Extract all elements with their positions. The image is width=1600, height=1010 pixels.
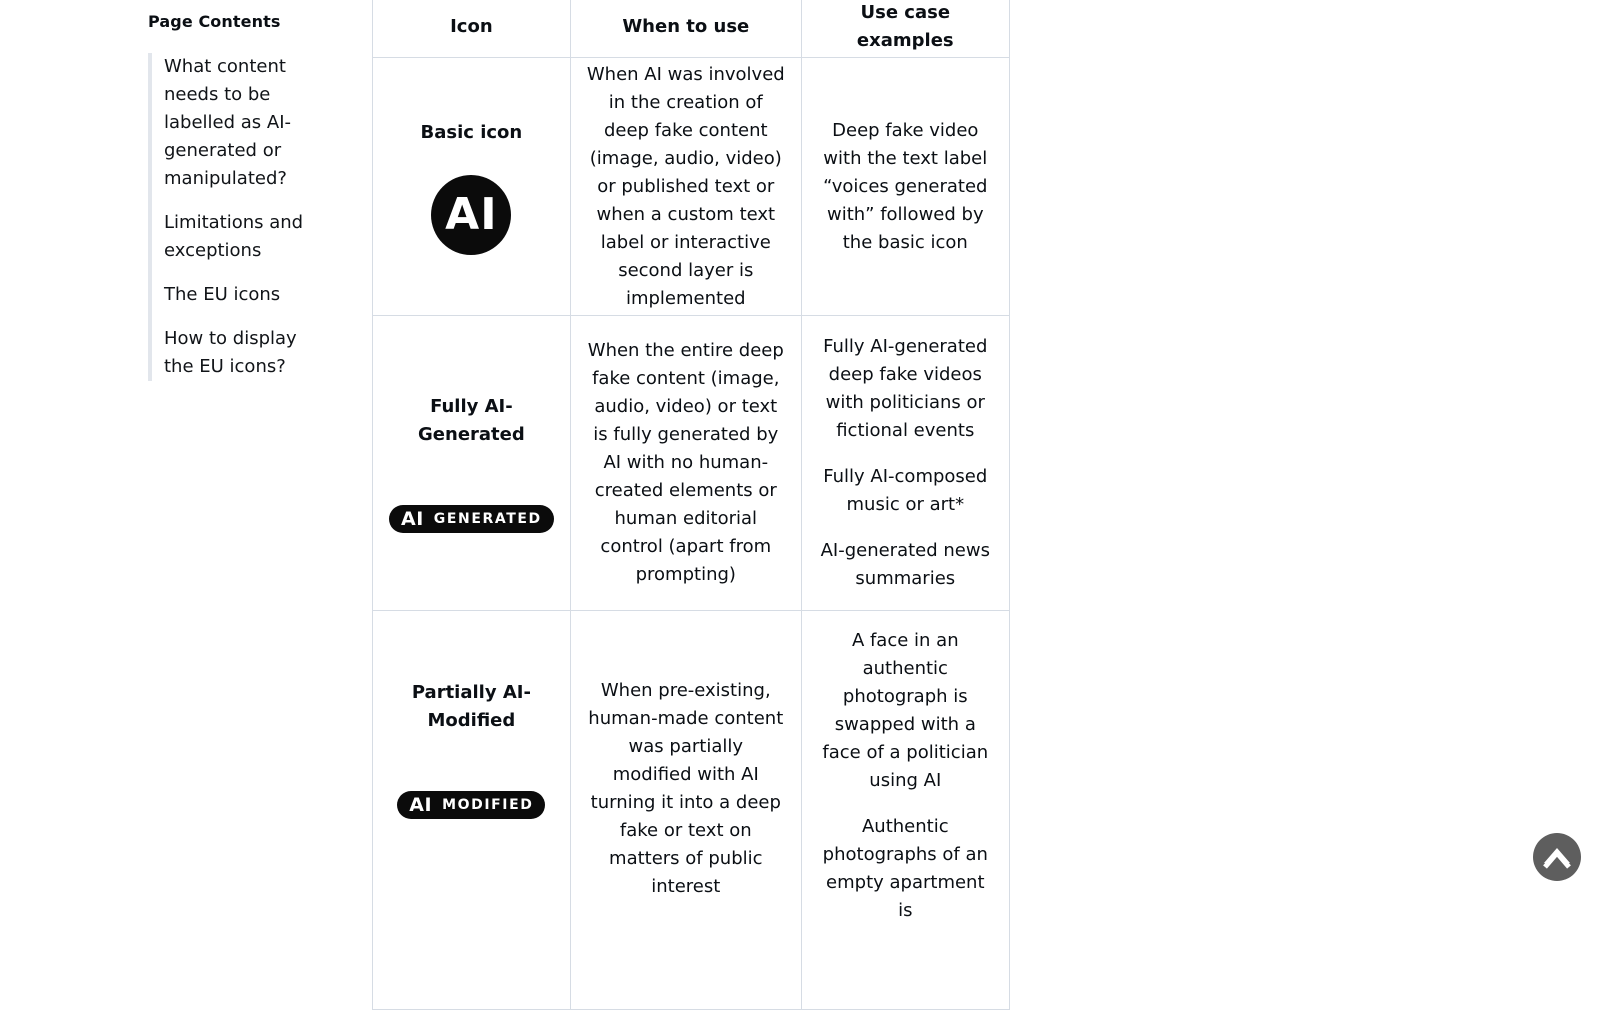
ai-modified-word: MODIFIED [442, 797, 534, 813]
use-case-example: Authentic photographs of an empty apartment is [822, 816, 988, 921]
toc-item-eu-icons[interactable]: The EU icons [164, 284, 281, 305]
toc-item-display-icons[interactable]: How to display the EU icons? [164, 328, 297, 377]
use-case-cell [801, 58, 1009, 316]
toc-item-labelling[interactable]: What content needs to be labelled as AI-generated or manipulated? [164, 56, 292, 189]
table-row [373, 58, 1010, 316]
use-case-example: Fully AI-generated deep fake videos with politicians or fictional events [823, 336, 988, 441]
icon-cell [373, 58, 571, 316]
when-to-use-text: When the entire deep fake content (image, audio, video) or text is fully generated by AI with no human-created elements or human editorial control (apart from prompting) [587, 340, 784, 585]
ai-mark: AI [401, 507, 424, 530]
ai-mark: AI [409, 794, 433, 816]
toc-item-limitations[interactable]: Limitations and exceptions [164, 212, 304, 261]
chevron-up-icon [1533, 833, 1581, 881]
use-case-example: AI-generated news summaries [820, 540, 990, 589]
when-to-use-cell [570, 316, 801, 611]
icons-table [372, 0, 1010, 1010]
use-case-example: Fully AI-composed music or art* [823, 466, 988, 515]
use-case-example: Deep fake video with the text label “voices generated with” followed by the basic icon [823, 119, 988, 253]
icon-cell [373, 316, 571, 611]
header-icon: Icon [373, 0, 571, 58]
when-to-use-cell [570, 611, 801, 1010]
use-case-example: A face in an authentic photograph is swapped with a face of a politician using AI [822, 630, 989, 791]
when-to-use-text: When AI was involved in the creation of deep fake content (image, audio, video) or published text or when a custom text label or interactive second layer is implemented [586, 63, 785, 309]
use-case-cell [801, 611, 1009, 1010]
icon-title: Basic icon [420, 121, 523, 143]
when-to-use-text: When pre-existing, human-made content was partially modified with AI turning it into a deep fake or text on matters of public interest [588, 680, 784, 897]
use-case-cell [801, 316, 1009, 611]
when-to-use-cell [570, 58, 801, 316]
header-when-to-use: When to use [570, 0, 801, 58]
back-to-top-button[interactable] [1533, 833, 1581, 881]
table-header-row [373, 0, 1010, 58]
icons-table-wrapper [372, 0, 1010, 1010]
sidebar-title: Page Contents [148, 12, 281, 31]
icon-title: Fully AI-Generated [418, 395, 525, 445]
ai-modified-icon [397, 791, 545, 819]
ai-basic-icon: AI [431, 175, 511, 255]
header-use-case-examples: Use case examples [801, 0, 1009, 58]
page-contents-sidebar [148, 12, 348, 381]
ai-generated-word: GENERATED [433, 510, 542, 527]
ai-generated-icon [389, 505, 554, 533]
table-row [373, 316, 1010, 611]
icon-title: Partially AI-Modified [411, 682, 531, 731]
icon-cell [373, 611, 571, 1010]
table-row [373, 611, 1010, 1010]
table-of-contents [148, 53, 348, 381]
